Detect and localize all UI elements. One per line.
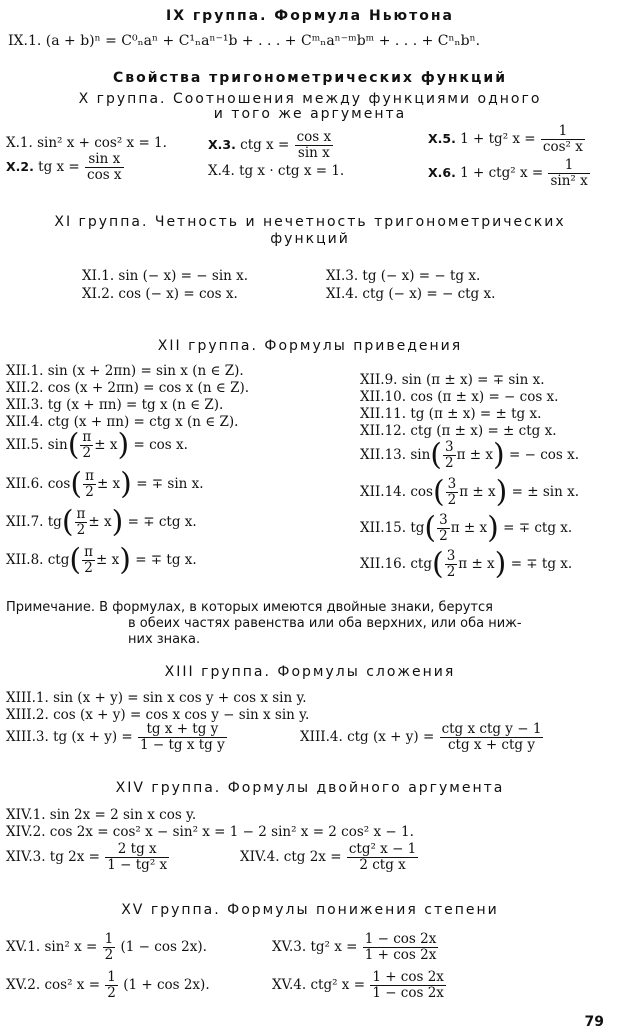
fraction (138, 722, 227, 753)
fraction (363, 932, 439, 963)
formula-xi-2: XI.2. cos (− x) = cos x. (82, 286, 238, 302)
numerator: sin x (85, 152, 124, 168)
fraction (83, 469, 96, 500)
numerator: 1 (107, 969, 116, 985)
formula-xi-3: XI.3. tg (− x) = − tg x. (326, 268, 481, 284)
argument: ± x (94, 437, 118, 453)
rhs: (1 + cos 2x). (123, 977, 210, 993)
denominator: 1 − tg x tg y (140, 737, 225, 753)
paren-right: ) (117, 427, 130, 463)
fraction (548, 158, 589, 189)
formula-xii-3: XII.3. tg (x + πn) = tg x (n ∈ Z). (6, 397, 224, 413)
label: X.3. (208, 137, 236, 152)
formula-ix-1: IX.1. (a + b)ⁿ = C⁰ₙaⁿ + C¹ₙaⁿ⁻¹b + . . . + Cᵐₙaⁿ⁻ᵐbᵐ + . . . + Cⁿₙbⁿ. (8, 33, 481, 49)
denominator: cos x (87, 167, 122, 183)
rhs: = ± sin x. (511, 484, 580, 500)
lhs: XV.4. ctg² x = (272, 977, 366, 993)
formula-xi-1: XI.1. sin (− x) = − sin x. (82, 268, 249, 284)
rhs: = ∓ sin x. (136, 476, 204, 492)
argument: ± x (96, 476, 121, 492)
denominator: sin² x (550, 173, 588, 189)
formula-x-5 (428, 124, 586, 155)
label: X.5. (428, 131, 456, 146)
argument: π ± x (459, 484, 496, 500)
lhs: XIII.3. tg (x + y) = (6, 729, 133, 745)
argument: ± x (95, 552, 120, 568)
numerator: tg x + tg y (138, 722, 227, 738)
label: X.6. (428, 165, 456, 180)
argument: π ± x (456, 447, 493, 463)
lhs: XV.3. tg² x = (272, 939, 358, 955)
formula-xiv-4 (240, 842, 419, 873)
paren-left: ( (431, 546, 444, 582)
denominator: 2 (439, 528, 448, 544)
numerator: 1 − cos 2x (364, 931, 437, 947)
fraction (75, 507, 88, 538)
argument: π ± x (450, 520, 488, 536)
rhs: = ∓ ctg x. (127, 514, 197, 530)
heading-group-11-line1: XI группа. Четность и нечетность тригонометрических (54, 214, 566, 230)
label: XII.8. ctg (6, 552, 70, 568)
formula-xv-2 (6, 970, 210, 1001)
paren-right: ) (495, 474, 508, 510)
heading-trig-properties: Свойства тригонометрических функций (112, 70, 508, 86)
note-line-1: Примечание. В формулах, в которых имеются двойные знаки, берутся (6, 600, 493, 615)
formula-xii-13 (360, 437, 580, 473)
fraction (440, 722, 544, 753)
fraction (105, 842, 169, 873)
formula-xii-14 (360, 474, 580, 510)
formula-xii-12: XII.12. ctg (π ± x) = ± ctg x. (360, 423, 557, 439)
formula-xii-10: XII.10. cos (π ± x) = − cos x. (360, 389, 559, 405)
denominator: 2 (446, 564, 456, 580)
numerator: π (85, 468, 94, 484)
fraction (370, 970, 446, 1001)
formula-x-6 (428, 158, 591, 189)
rhs: = ∓ tg x. (510, 556, 573, 572)
paren-left: ( (424, 510, 437, 546)
numerator: 3 (446, 548, 456, 564)
formula-xii-15 (360, 510, 573, 546)
formula-xii-8 (6, 542, 197, 578)
formula-xii-5 (6, 427, 188, 463)
denominator: 2 (84, 560, 93, 576)
numerator: π (84, 544, 93, 560)
lhs: tg x = (38, 159, 80, 175)
denominator: 1 + cos 2x (364, 947, 437, 963)
formula-xii-7 (6, 504, 197, 540)
rhs: = ∓ ctg x. (503, 520, 573, 536)
heading-group-15: XV группа. Формулы понижения степени (121, 902, 499, 918)
lhs: XIV.4. ctg 2x = (240, 849, 342, 865)
fraction (437, 513, 450, 544)
paren-right: ) (487, 510, 499, 546)
formula-xi-4: XI.4. ctg (− x) = − ctg x. (326, 286, 496, 302)
numerator: 3 (445, 439, 454, 455)
numerator: 2 tg x (105, 842, 169, 858)
fraction (80, 430, 93, 461)
label: XII.14. cos (360, 484, 433, 500)
formula-xii-9: XII.9. sin (π ± x) = ∓ sin x. (360, 372, 545, 388)
paren-right: ) (120, 466, 132, 502)
note-line-3: них знака. (128, 632, 201, 647)
denominator: cos² x (542, 139, 583, 155)
label: XII.15. tg (360, 520, 425, 536)
lhs: 1 + ctg² x = (460, 165, 544, 181)
formula-x-4: X.4. tg x · ctg x = 1. (208, 163, 345, 179)
fraction (446, 477, 459, 508)
rhs: = − cos x. (509, 447, 580, 463)
denominator: 2 (76, 522, 86, 538)
formula-xii-16 (360, 546, 573, 582)
rhs: (1 − cos 2x). (120, 939, 207, 955)
fraction (105, 970, 118, 1001)
numerator: π (76, 506, 86, 522)
numerator: cos x (296, 129, 332, 145)
paren-right: ) (492, 437, 505, 473)
denominator: 2 (104, 947, 114, 963)
numerator: 1 (541, 124, 585, 140)
lhs: XIV.3. tg 2x = (6, 849, 100, 865)
heading-group-10-line2: и того же аргумента (213, 106, 407, 122)
denominator: 2 (447, 492, 457, 508)
fraction (85, 152, 124, 183)
lhs: ctg x = (240, 137, 290, 153)
paren-left: ( (69, 542, 82, 578)
denominator: 1 − tg² x (107, 857, 168, 873)
paren-right: ) (494, 546, 507, 582)
heading-group-14: XIV группа. Формулы двойного аргумента (115, 780, 505, 796)
denominator: 2 (85, 484, 94, 500)
label: XII.7. tg (6, 514, 62, 530)
paren-left: ( (432, 474, 445, 510)
denominator: 2 (107, 985, 116, 1001)
numerator: 3 (439, 512, 448, 528)
formula-x-2 (6, 152, 125, 183)
note-line-2: в обеих частях равенства или оба верхних, или оба ниж- (128, 616, 522, 631)
denominator: ctg x + ctg y (448, 737, 535, 753)
heading-group-12: XII группа. Формулы приведения (157, 338, 463, 354)
formula-xii-11: XII.11. tg (π ± x) = ± tg x. (360, 406, 542, 422)
formula-xv-4 (272, 970, 447, 1001)
fraction (443, 440, 456, 471)
fraction (347, 842, 418, 873)
formula-xiv-2: XIV.2. cos 2x = cos² x − sin² x = 1 − 2 sin² x = 2 cos² x − 1. (6, 824, 414, 840)
fraction (295, 130, 334, 161)
numerator: ctg² x − 1 (348, 841, 417, 857)
paren-left: ( (430, 437, 442, 473)
label: X.2. (6, 159, 34, 174)
formula-xii-2: XII.2. cos (x + 2πn) = cos x (n ∈ Z). (6, 380, 250, 396)
numerator: π (82, 429, 92, 445)
denominator: 1 − cos 2x (372, 985, 444, 1001)
rhs: = ∓ tg x. (135, 552, 197, 568)
formula-xii-1: XII.1. sin (x + 2πn) = sin x (n ∈ Z). (6, 363, 244, 379)
formula-xiii-3 (6, 722, 228, 753)
formula-xv-3 (272, 932, 439, 963)
paren-left: ( (70, 466, 83, 502)
numerator: ctg x ctg y − 1 (441, 721, 542, 737)
label: XII.6. cos (6, 476, 71, 492)
heading-group-13: XIII группа. Формулы сложения (164, 664, 456, 680)
formula-xii-4: XII.4. ctg (x + πn) = ctg x (n ∈ Z). (6, 414, 239, 430)
lhs: XV.1. sin² x = (6, 939, 98, 955)
formula-xiii-1: XIII.1. sin (x + y) = sin x cos y + cos x sin y. (6, 690, 307, 706)
formula-x-1: X.1. sin² x + cos² x = 1. (6, 135, 167, 151)
heading-group-11-line2: функций (270, 231, 350, 247)
label: XII.13. sin (360, 447, 431, 463)
label: XII.16. ctg (360, 556, 432, 572)
formula-xiv-1: XIV.1. sin 2x = 2 sin x cos y. (6, 807, 197, 823)
paren-left: ( (61, 504, 74, 540)
formula-xii-6 (6, 466, 204, 502)
numerator: 3 (447, 476, 457, 492)
paren-right: ) (111, 504, 124, 540)
heading-group-9: IX группа. Формула Ньютона (165, 8, 455, 24)
argument: ± x (88, 514, 112, 530)
paren-left: ( (67, 427, 80, 463)
denominator: 2 (445, 455, 454, 471)
denominator: 2 ctg x (359, 857, 406, 873)
fraction (541, 124, 585, 155)
formula-x-3 (208, 130, 334, 161)
argument: π ± x (458, 556, 495, 572)
page-number: 79 (584, 1014, 604, 1030)
formula-xiii-4 (300, 722, 544, 753)
paren-right: ) (119, 542, 131, 578)
numerator: 1 (548, 158, 589, 174)
numerator: 1 (104, 931, 114, 947)
formula-xv-1 (6, 932, 207, 963)
rhs: = cos x. (133, 437, 188, 453)
lhs: XV.2. cos² x = (6, 977, 100, 993)
fraction (445, 549, 458, 580)
formula-xiv-3 (6, 842, 170, 873)
lhs: 1 + tg² x = (460, 131, 536, 147)
heading-group-10-line1: X группа. Соотношения между функциями одного (78, 91, 542, 107)
lhs: XIII.4. ctg (x + y) = (300, 729, 435, 745)
fraction (103, 932, 116, 963)
label: XII.5. sin (6, 437, 68, 453)
formula-xiii-2: XIII.2. cos (x + y) = cos x cos y − sin x sin y. (6, 707, 310, 723)
denominator: sin x (297, 145, 330, 161)
denominator: 2 (82, 445, 92, 461)
fraction (82, 545, 95, 576)
numerator: 1 + cos 2x (372, 969, 444, 985)
